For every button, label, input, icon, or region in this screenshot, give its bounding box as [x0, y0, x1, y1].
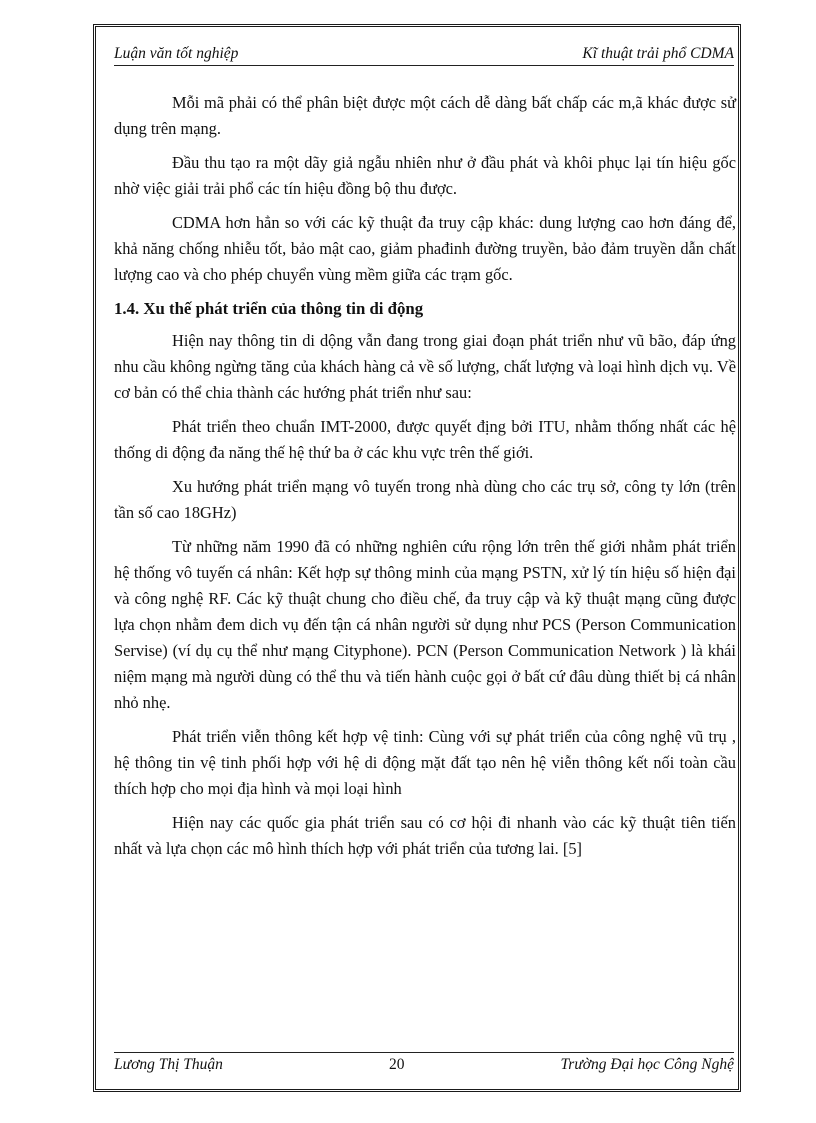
header-rule — [114, 65, 734, 66]
paragraph: CDMA hơn hẳn so với các kỹ thuật đa truy cập khác: dung lượng cao hơn đáng để, khả năng chống nhiễu tốt, bảo mật cao, giảm phađinh đường truyền, bảo đảm truyền dẫn chất lượng cao và cho phép chuyển vùng mềm giữa các trạm gốc. — [114, 213, 736, 284]
section-heading: 1.4. Xu thế phát triển của thông tin di động — [114, 299, 424, 318]
footer-author: Lương Thị Thuận — [114, 1056, 223, 1073]
page-number: 20 — [389, 1056, 405, 1073]
page-header — [114, 45, 734, 67]
paragraph: Xu hướng phát triển mạng vô tuyến trong nhà dùng cho các trụ sở, công ty lớn (trên tần số cao 18GHz) — [114, 477, 736, 522]
header-thesis-label: Luận văn tốt nghiệp — [114, 45, 239, 62]
page-footer — [114, 1056, 734, 1078]
paragraph: Hiện nay các quốc gia phát triển sau có cơ hội đi nhanh vào các kỹ thuật tiên tiến nhất và lựa chọn các mô hình thích hợp với phát triển của tương lai. [5] — [114, 813, 736, 858]
header-topic-label: Kĩ thuật trải phổ CDMA — [582, 45, 734, 62]
paragraph: Đầu thu tạo ra một dãy giả ngẫu nhiên như ở đầu phát và khôi phục lại tín hiệu gốc nhờ việc giải trải phổ các tín hiệu đồng bộ thu được. — [114, 153, 736, 198]
footer-rule — [114, 1052, 734, 1053]
paragraph: Phát triển viễn thông kết hợp vệ tinh: Cùng với sự phát triển của công nghệ vũ trụ , hệ thông tin vệ tinh phối hợp với hệ di động mặt đất tạo nên hệ viễn thông kết nối toàn cầu thích hợp cho mọi địa hình và mọi loại hình — [114, 727, 736, 798]
paragraph: Mỗi mã phải có thể phân biệt được một cách dễ dàng bất chấp các m,ã khác được sử dụng trên mạng. — [114, 93, 736, 138]
paragraph: Phát triển theo chuẩn IMT-2000, được quyết địng bởi ITU, nhằm thống nhất các hệ thống di động đa năng thế hệ thứ ba ở các khu vực trên thế giới. — [114, 417, 736, 462]
paragraph: Từ những năm 1990 đã có những nghiên cứu rộng lớn trên thế giới nhằm phát triển hệ thống vô tuyến cá nhân: Kết hợp sự thông minh của mạng PSTN, xử lý tín hiệu số hiện đại và công nghệ RF. Các kỹ thuật chung cho điều chế, đa truy cập và kỹ thuật mạng cũng được lựa chọn nhằm đem dich vụ đến tận cá nhân người sử dụng như PCS (Person Communication Servise) (ví dụ cụ thể như mạng Cityphone). PCN (Person Communication Network ) là khái niệm mạng mà người dùng có thể thu và tiến hành cuộc gọi ở bất cứ đâu dùng thiết bị cá nhân nhỏ nhẹ. — [114, 537, 736, 712]
document-body — [114, 90, 736, 870]
paragraph: Hiện nay thông tin di dộng vẫn đang trong giai đoạn phát triển như vũ bão, đáp ứng nhu cầu không ngừng tăng của khách hàng cả về số lượng, chất lượng và loại hình dịch vụ. Về cơ bản có thể chia thành các hướng phát triển như sau: — [114, 331, 736, 402]
footer-school: Trường Đại học Công Nghệ — [560, 1056, 734, 1073]
